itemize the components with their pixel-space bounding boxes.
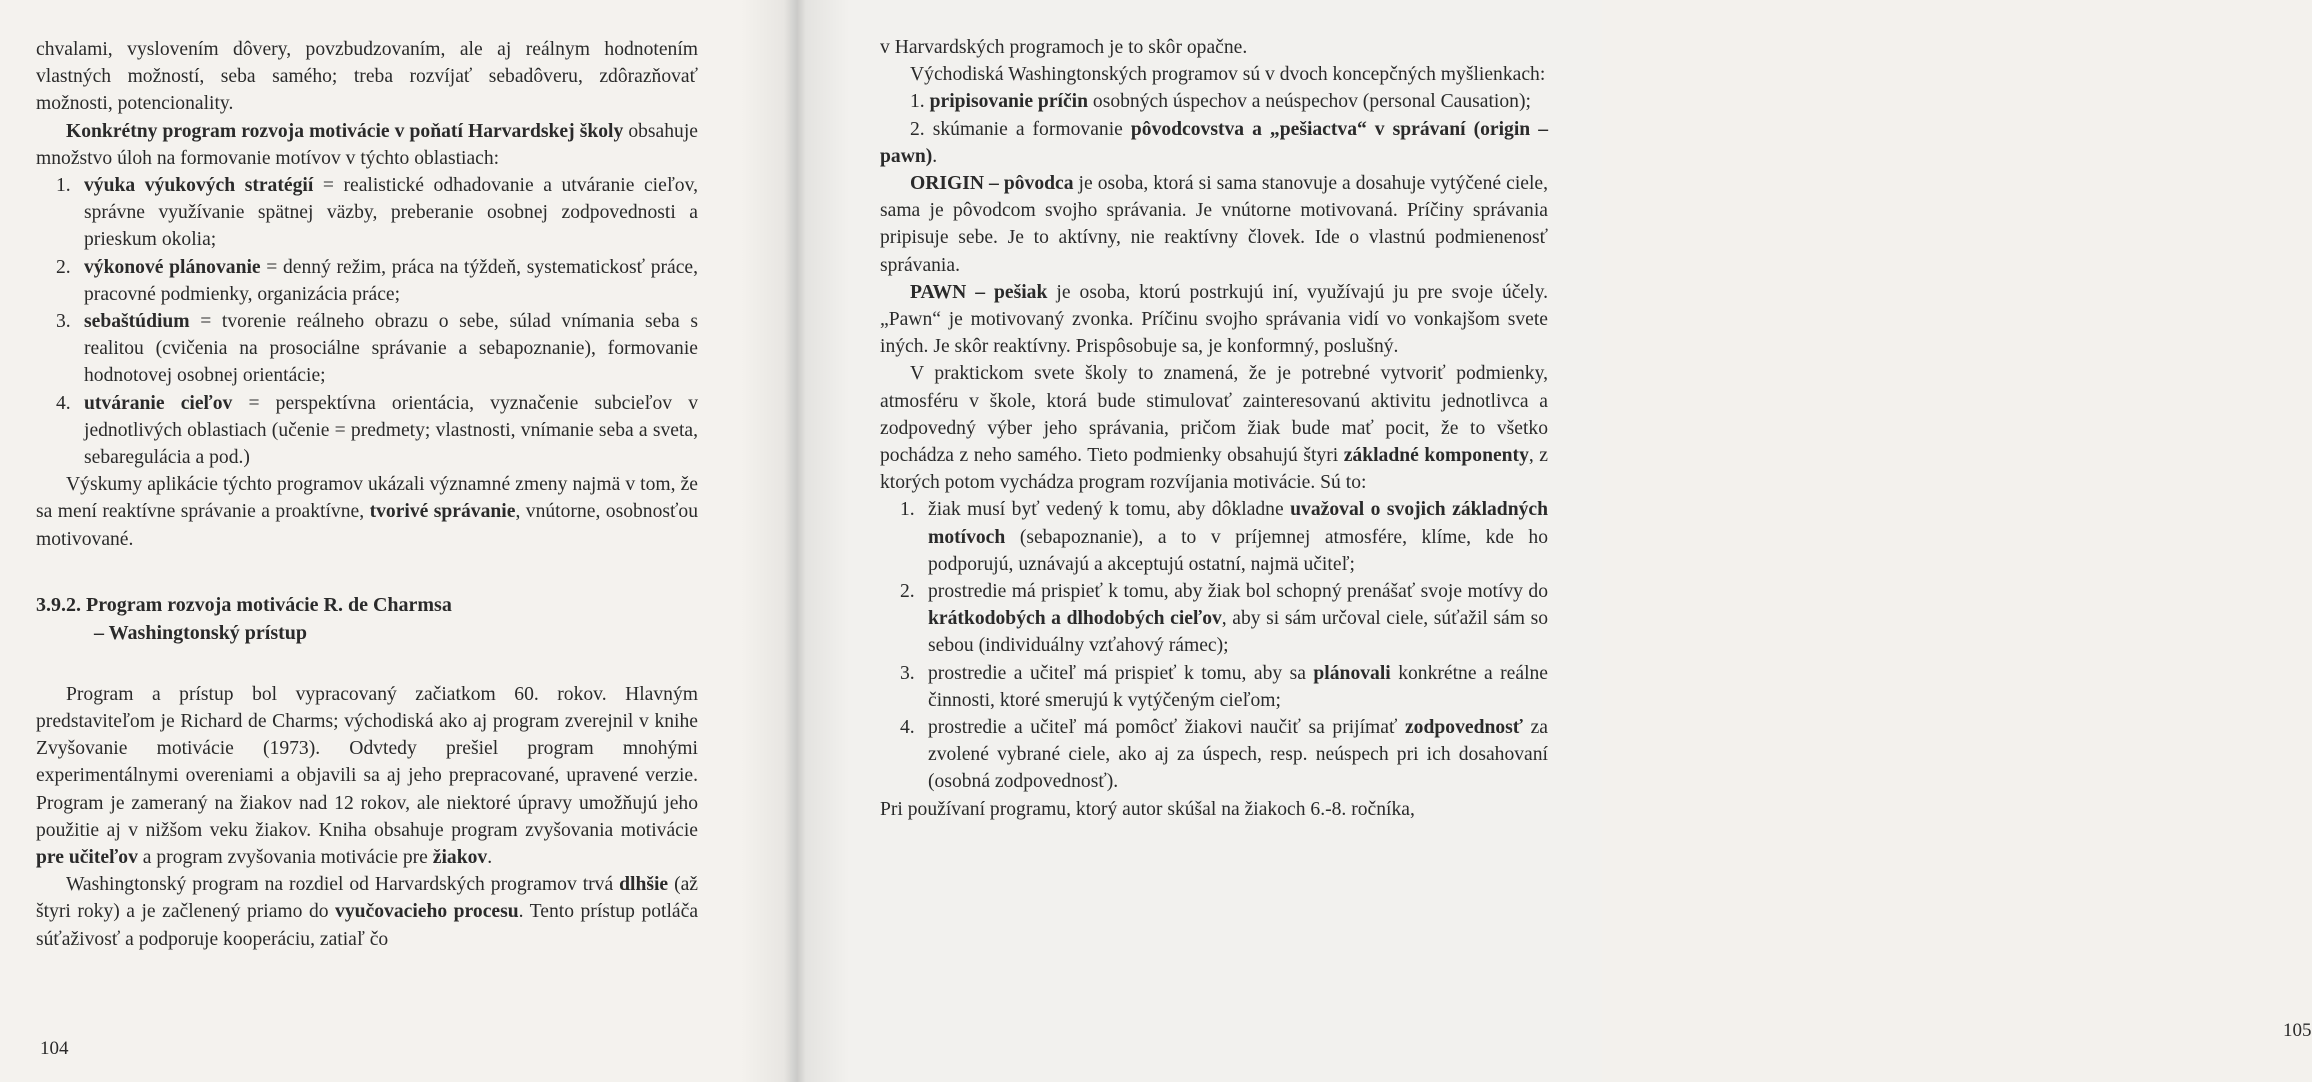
list-number: 3. — [56, 311, 71, 333]
text-run: 1. — [910, 91, 930, 113]
text-run: . Tento prístup potláča súťaživosť a podporuje kooperáciu, zatiaľ čo — [36, 901, 699, 950]
list-number: 2. — [900, 581, 915, 603]
paragraph: v Harvardských programoch je to skôr opačne. — [880, 37, 1248, 58]
components-list — [880, 496, 1548, 795]
bold-term: PAWN – pešiak — [910, 281, 1048, 303]
list-item — [880, 714, 1548, 796]
bold-term: sebaštúdium — [84, 311, 190, 333]
paragraph-washington-program — [36, 871, 698, 953]
paragraph: Pri používaní programu, ktorý autor skúšal na žiakoch 6.-8. ročníka, — [880, 798, 1415, 820]
list-number: 3. — [900, 662, 915, 684]
text-run: žiak musí byť vedený k tomu, aby dôkladne — [928, 499, 1291, 521]
paragraph-concept-2 — [880, 116, 1548, 170]
page-number-left: 104 — [40, 1038, 69, 1059]
list-number: 1. — [56, 175, 71, 197]
text-run: Výskumy aplikácie týchto programov ukázali významné zmeny najmä v tom, že sa mení reaktívne správanie a proaktívne, — [36, 474, 698, 523]
bold-term: ORIGIN – pôvodca — [910, 173, 1074, 195]
right-page — [790, 0, 2312, 1082]
text-run: = denný režim, práca na týždeň, systematickosť práce, pracovné podmienky, organizácia práce; — [84, 256, 698, 305]
text-run: . — [487, 847, 493, 869]
right-page-text — [880, 34, 1548, 823]
bold-term: základné komponenty — [1343, 445, 1529, 467]
text-run: , aby si sám určoval ciele, súťažil sám so sebou (individuálny vzťahový rámec); — [928, 608, 1549, 657]
left-page-text — [36, 36, 698, 953]
text-run: prostredie a učiteľ má pomôcť žiakovi naučiť sa prijímať — [928, 717, 1405, 739]
list-number: 2. — [56, 256, 71, 278]
bold-term: tvorivé správanie — [369, 501, 516, 523]
paragraph-school-practice — [880, 360, 1548, 496]
bold-term: vyučovacieho procesu — [335, 901, 519, 923]
list-item — [36, 254, 698, 308]
text-run: , z ktorých potom vychádza program rozvíjania motivácie. Sú to: — [880, 445, 1549, 494]
section-heading — [36, 591, 698, 647]
text-run: (sebapoznanie), a to v príjemnej atmosfére, klíme, kde ho podporujú, uznávajú a akceptujú ostatní, najmä učiteľ; — [928, 526, 1548, 575]
bold-term: dlhšie — [619, 874, 669, 896]
list-item — [880, 660, 1548, 714]
list-item — [36, 172, 698, 254]
list-item — [880, 578, 1548, 660]
bold-term: pripisovanie príčin — [929, 91, 1088, 113]
bold-term: zodpovednosť — [1404, 717, 1523, 739]
list-number: 1. — [900, 499, 915, 521]
bold-term: plánovali — [1313, 662, 1391, 684]
bold-term: Konkrétny program rozvoja motivácie v poňatí Harvardskej školy — [66, 120, 624, 142]
bold-term: krátkodobých a dlhodobých cieľov — [928, 608, 1222, 630]
list-number: 4. — [900, 717, 915, 739]
text-run: prostredie a učiteľ má prispieť k tomu, aby sa — [928, 662, 1314, 684]
text-run: konkrétne a reálne činnosti, ktoré smerujú k vytýčeným cieľom; — [928, 662, 1549, 711]
left-page — [0, 0, 790, 1082]
text-run: = tvorenie reálneho obrazu o sebe, súlad vnímania seba s realitou (cvičenia na prosociálne správanie a sebapoznanie), formovanie hodnotovej osobnej orientácie; — [84, 311, 698, 387]
paragraph-concept-1 — [880, 88, 1548, 115]
text-run: je osoba, ktorú postrkujú iní, využívajú ju pre svoje účely. „Pawn“ je motivovaný zvonka. Príčinu svojho správania vidí vo vonkajšom svete iných. Je skôr reaktívny. Prispôsobuje sa, je konformný, poslušný. — [880, 281, 1549, 358]
paragraph-program-intro — [36, 681, 698, 871]
paragraph: chvalami, vyslovením dôvery, povzbudzovaním, ale aj reálnym hodnotením vlastných možností, seba samého; treba rozvíjať sebadôveru, zdôrazňovať možnosti, potencionality. — [36, 39, 698, 115]
text-run: V praktickom svete školy to znamená, že je potrebné vytvoriť podmienky, atmosféru v škole, ktorá bude stimulovať zainteresovanú aktivitu jednotlivca a zodpovedný výber jeho správania, pričom žiak bude mať pocit, že to všetko pochádza z neho samého. Tieto podmienky obsahujú štyri — [880, 363, 1548, 467]
text-run: = perspektívna orientácia, vyznačenie subcieľov v jednotlivých oblastiach (učenie = predmety; vlastnosti, vnímanie seba a sveta, sebaregulácia a pod.) — [84, 392, 698, 469]
list-item — [880, 496, 1548, 578]
text-run: za zvolené vybrané ciele, ako aj za úspech, resp. neúspech pri ich dosahovaní (osobná zodpovednosť). — [928, 717, 1549, 793]
paragraph: Východiská Washingtonských programov sú v dvoch koncepčných myšlienkach: — [910, 64, 1546, 86]
paragraph-harvard-program — [36, 118, 698, 172]
page-number-right: 105 — [2283, 1020, 2312, 1041]
text-run: je osoba, ktorá si sama stanovuje a dosahuje vytýčené ciele, sama je pôvodcom svojho správania. Je vnútorne motivovaná. Príčiny správania pripisuje sebe. Je to aktívny, nie reaktívny človek. Ide o vlastnú podmienenosť správania. — [880, 173, 1548, 276]
text-run: prostredie má prispieť k tomu, aby žiak bol schopný prenášať svoje motívy do — [928, 581, 1548, 603]
list-item — [36, 390, 698, 472]
list-item — [36, 308, 698, 390]
bold-term: pre učiteľov — [36, 847, 138, 869]
text-run: obsahuje množstvo úloh na formovanie motívov v týchto oblastiach: — [36, 120, 698, 169]
paragraph-research — [36, 471, 698, 553]
text-run: osobných úspechov a neúspechov (personal Causation); — [1088, 91, 1531, 113]
bold-term: žiakov — [432, 847, 488, 869]
text-run: a program zvyšovania motivácie pre — [137, 847, 433, 869]
section-heading-line-1: 3.9.2. Program rozvoja motivácie R. de Charmsa — [36, 593, 452, 616]
text-run: 2. skúmanie a formovanie — [910, 118, 1131, 140]
section-heading-line-2: – Washingtonský prístup — [94, 621, 308, 644]
text-run: = realistické odhadovanie a utváranie cieľov, správne využívanie spätnej väzby, preberanie osobnej zodpovednosti a prieskum okolia; — [84, 175, 698, 251]
bold-term: pôvodcovstva a „pešiactva“ v správaní (origin – pawn) — [880, 118, 1548, 167]
paragraph-pawn — [880, 279, 1548, 361]
bold-term: výkonové plánovanie — [84, 256, 261, 278]
text-run: . — [932, 145, 938, 167]
text-run: Washingtonský program na rozdiel od Harvardských programov trvá — [66, 874, 620, 896]
text-run: (až štyri roky) a je začlenený priamo do — [36, 874, 698, 923]
text-run: Program a prístup bol vypracovaný začiatkom 60. rokov. Hlavným predstaviteľom je Richard de Charms; východiská ako aj program zverejnil v knihe Zvyšovanie motivácie (1973). Odvtedy prešiel program mnohými experimentálnymi overeniami a objavili sa aj jeho prepracované, upravené verzie. Program je zameraný na žiakov nad 12 rokov, ale niektoré úpravy umožňujú jeho použitie aj v nižšom veku žiakov. Kniha obsahuje program zvyšovania motivácie — [36, 683, 698, 841]
text-run: , vnútorne, osobnosťou motivované. — [36, 501, 698, 550]
bold-term: výuka výukových stratégií — [84, 175, 314, 197]
bold-term: utváranie cieľov — [84, 392, 233, 414]
paragraph-origin — [880, 170, 1548, 279]
list-number: 4. — [56, 392, 71, 414]
harvard-areas-list — [36, 172, 698, 471]
bold-term: uvažoval o svojich základných motívoch — [928, 499, 1548, 548]
